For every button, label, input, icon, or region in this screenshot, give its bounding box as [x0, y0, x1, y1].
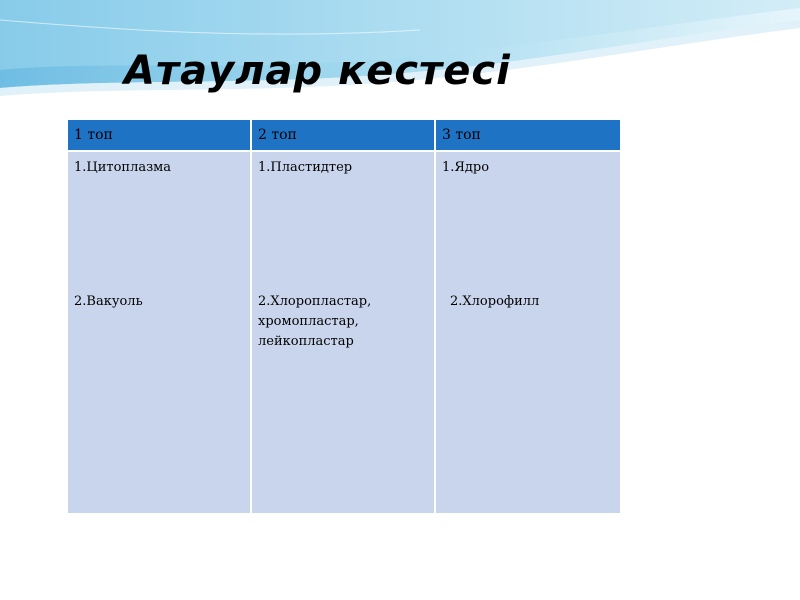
group-1-item-2: 2.Вакуоль: [74, 294, 143, 309]
group-1-cell: [67, 151, 251, 514]
group-2-item-1: 1.Пластидтер: [258, 160, 353, 175]
group-3-cell: [435, 151, 621, 514]
group-2-item-2: 2.Хлоропластар, хромопластар, лейкопластар: [258, 294, 372, 349]
group-1-item-1: 1.Цитоплазма: [74, 160, 172, 175]
column-header-group-2: 2 топ: [251, 119, 435, 151]
table-header-row: [67, 119, 621, 151]
column-header-group-3: 3 топ: [435, 119, 621, 151]
group-2-cell: [251, 151, 435, 514]
group-3-item-1: 1.Ядро: [442, 160, 490, 175]
column-header-group-1: 1 топ: [67, 119, 251, 151]
names-table: [66, 118, 622, 515]
slide-title: Атаулар кестесі: [124, 48, 511, 94]
group-3-item-2: 2.Хлорофилл: [450, 294, 540, 309]
table-row: [67, 151, 621, 514]
